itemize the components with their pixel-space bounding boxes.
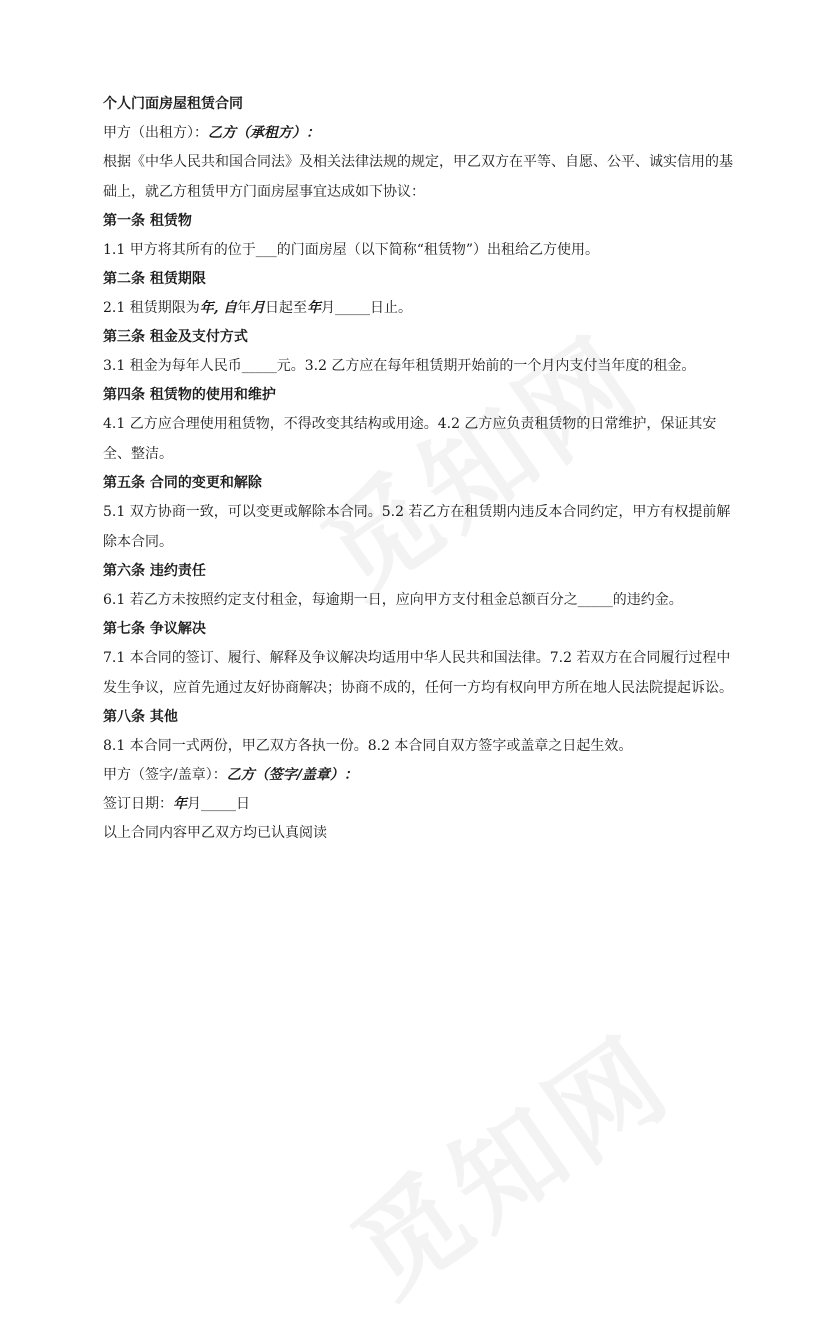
party-b-label: 乙方（承租方）：: [208, 125, 320, 141]
contract-body: [103, 94, 733, 852]
date-label: 签订日期：: [103, 796, 173, 812]
section-5-heading: 第五条 合同的变更和解除: [103, 475, 262, 491]
sign-b-label: 乙方（签字/盖章）：: [226, 767, 358, 783]
section-6-text: 6.1 若乙方未按照约定支付租金，每逾期一日，应向甲方支付租金总额百分之_____的违约金。: [103, 592, 683, 608]
section-5-text: 5.1 双方协商一致，可以变更或解除本合同。5.2 若乙方在租赁期内违反本合同约定，甲方有权提前解除本合同。: [103, 504, 731, 550]
section-2-text: 2.1 租赁期限为年, 自年月日起至年月_____日止。: [103, 300, 413, 316]
party-a-label: 甲方（出租方）：: [103, 125, 208, 141]
date-line: 签订日期：年月_____日: [103, 796, 250, 812]
section-8-text: 8.1 本合同一式两份，甲乙双方各执一份。8.2 本合同自双方签字或盖章之日起生效。: [103, 738, 633, 754]
signature-line: [103, 765, 733, 785]
end-date-blank: _____: [335, 300, 371, 316]
section-3-heading: 第三条 租金及支付方式: [103, 329, 248, 345]
location-blank: ___: [255, 242, 277, 258]
section-7-heading: 第七条 争议解决: [103, 621, 206, 637]
section-7-text: 7.1 本合同的签订、履行、解释及争议解决均适用中华人民共和国法律。7.2 若双方在合同履行过程中发生争议，应首先通过友好协商解决；协商不成的，任何一方均有权向甲方所在地人民法院提起诉讼。: [103, 650, 733, 696]
watermark: [317, 993, 698, 1325]
date-blank: _____: [201, 796, 236, 812]
document-title: 个人门面房屋租赁合同: [103, 96, 243, 112]
section-1-heading: 第一条 租赁物: [103, 213, 192, 229]
section-2-heading: 第二条 租赁期限: [103, 271, 206, 287]
footer-note: 以上合同内容甲乙双方均已认真阅读: [103, 825, 327, 841]
section-3-text: 3.1 租金为每年人民币_____元。3.2 乙方应在每年租赁期开始前的一个月内支付当年度的租金。: [103, 358, 696, 374]
sign-a-label: 甲方（签字/盖章）：: [103, 767, 227, 783]
intro-paragraph: 根据《中华人民共和国合同法》及相关法律法规的规定，甲乙双方在平等、自愿、公平、诚实信用的基础上，就乙方租赁甲方门面房屋事宜达成如下协议：: [103, 154, 733, 200]
section-6-heading: 第六条 违约责任: [103, 563, 206, 579]
section-4-text: 4.1 乙方应合理使用租赁物，不得改变其结构或用途。4.2 乙方应负责租赁物的日常维护，保证其安全、整洁。: [103, 416, 717, 462]
section-1-text: 1.1 甲方将其所有的位于___的门面房屋（以下简称“租赁物”）出租给乙方使用。: [103, 242, 600, 258]
section-4-heading: 第四条 租赁物的使用和维护: [103, 387, 276, 403]
parties-line: [103, 123, 733, 143]
section-8-heading: 第八条 其他: [103, 709, 178, 725]
